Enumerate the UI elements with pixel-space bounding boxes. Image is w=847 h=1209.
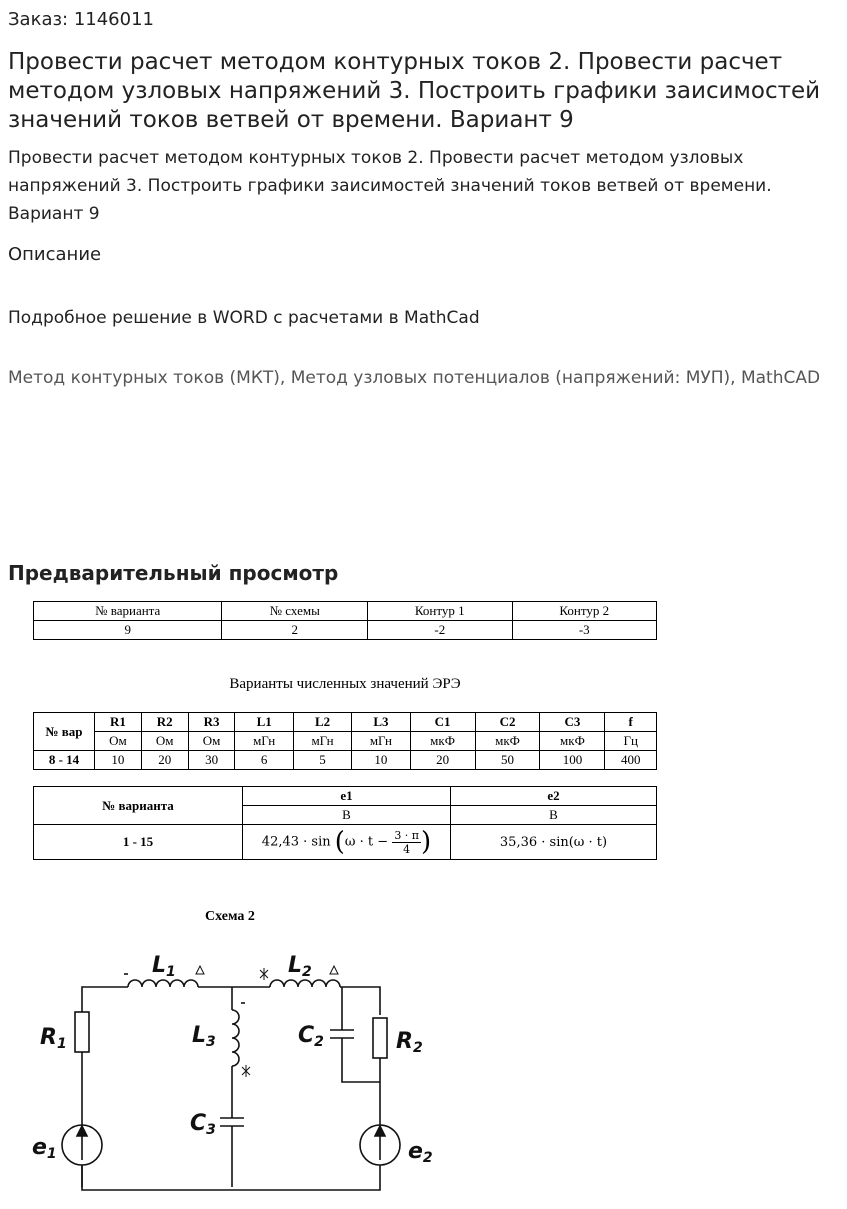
table-header: e1 [243, 787, 451, 806]
table-cell: 400 [605, 751, 657, 770]
bottom-wire [82, 1165, 380, 1190]
table-cell: 1 - 15 [34, 825, 243, 860]
table-unit: мГн [352, 732, 410, 751]
l1-label: L1 [152, 953, 176, 980]
table-header: № схемы [222, 602, 368, 621]
table-header: Контур 1 [368, 602, 512, 621]
description-heading: Описание [8, 244, 102, 265]
paren-close: ) [421, 827, 432, 857]
table-cell: -3 [512, 621, 656, 640]
table-cell: -2 [368, 621, 512, 640]
table-unit: Ом [188, 732, 235, 751]
table-unit: В [451, 806, 657, 825]
schema-title: Схема 2 [205, 909, 255, 924]
order-number: Заказ: 1146011 [8, 9, 154, 30]
table-header: C2 [475, 713, 540, 732]
e1-denominator: 4 [403, 842, 411, 856]
short-description: Провести расчет методом контурных токов 2. Провести расчет методом узловых напряжений 3. Построить графики заисимостей значений токов ветвей от времени. Вариант 9 [8, 148, 772, 224]
e2-label: e2 [408, 1139, 433, 1166]
r2-label: R2 [396, 1029, 423, 1056]
table-header: e2 [451, 787, 657, 806]
table-row [34, 825, 657, 860]
table-cell: 10 [95, 751, 142, 770]
table-unit: Ом [95, 732, 142, 751]
element-values-caption: Варианты численных значений ЭРЭ [229, 676, 461, 692]
table-unit: Ом [141, 732, 188, 751]
table-unit: мГн [235, 732, 293, 751]
table-cell: 10 [352, 751, 410, 770]
e1-numerator: 3 · π [394, 828, 420, 842]
table-unit: мкФ [540, 732, 605, 751]
e1-formula [243, 825, 451, 860]
table-row [34, 787, 657, 806]
table-header: R2 [141, 713, 188, 732]
table-cell: 2 [222, 621, 368, 640]
l2-coil [270, 980, 340, 987]
e1-inner: ω · t − [344, 834, 389, 850]
c3-label: C3 [190, 1111, 216, 1138]
table-cell: 8 - 14 [34, 751, 95, 770]
table-header: R1 [95, 713, 142, 732]
table-cell: 20 [141, 751, 188, 770]
paren-open: ( [334, 827, 345, 857]
table-header: Контур 2 [512, 602, 656, 621]
table-cell: 20 [410, 751, 475, 770]
r1-resistor [75, 1012, 89, 1052]
page-title: Провести расчет методом контурных токов 2. Провести расчет методом узловых напряжений 3. Построить графики заисимостей значений токов ветвей от времени. Вариант 9 [8, 49, 821, 133]
description-body: Подробное решение в WORD с расчетами в MathCad [8, 308, 480, 328]
table-header: № варианта [34, 602, 222, 621]
e1-label: e1 [32, 1135, 57, 1162]
table-header: C3 [540, 713, 605, 732]
table-cell: 6 [235, 751, 293, 770]
table-header: R3 [188, 713, 235, 732]
table-header: № вар [34, 713, 95, 751]
table-header: L1 [235, 713, 293, 732]
c2-label: C2 [298, 1023, 324, 1050]
l3-coil [232, 1010, 239, 1066]
l1-coil [128, 980, 198, 987]
table-header: № варианта [34, 787, 243, 825]
table-row [34, 713, 657, 732]
table-row [34, 621, 657, 640]
r2-resistor [373, 1018, 387, 1058]
table-header: C1 [410, 713, 475, 732]
e1-prefix: 42,43 · sin [261, 834, 331, 850]
table-unit: мкФ [410, 732, 475, 751]
l2-label: L2 [288, 953, 312, 980]
e1-fraction [392, 829, 421, 856]
preview-heading: Предварительный просмотр [8, 561, 339, 585]
table-row [34, 732, 657, 751]
right-top-wire [340, 987, 380, 1015]
table-unit: мкФ [475, 732, 540, 751]
table-header: f [605, 713, 657, 732]
source-table [33, 786, 657, 860]
table-header: L2 [293, 713, 351, 732]
e2-formula: 35,36 · sin(ω · t) [451, 825, 657, 860]
element-values-table [33, 712, 657, 770]
table-unit: Гц [605, 732, 657, 751]
variant-table [33, 601, 657, 640]
tags: Метод контурных токов (МКТ), Метод узловых потенциалов (напряжений: МУП), MathCAD [8, 368, 821, 388]
r1-label: R1 [40, 1025, 67, 1052]
circuit-diagram [20, 940, 450, 1200]
table-cell: 5 [293, 751, 351, 770]
table-cell: 9 [34, 621, 222, 640]
table-cell: 30 [188, 751, 235, 770]
table-row [34, 602, 657, 621]
table-row [34, 751, 657, 770]
table-cell: 50 [475, 751, 540, 770]
table-cell: 100 [540, 751, 605, 770]
table-unit: В [243, 806, 451, 825]
table-unit: мГн [293, 732, 351, 751]
table-header: L3 [352, 713, 410, 732]
l3-label: L3 [192, 1023, 216, 1050]
